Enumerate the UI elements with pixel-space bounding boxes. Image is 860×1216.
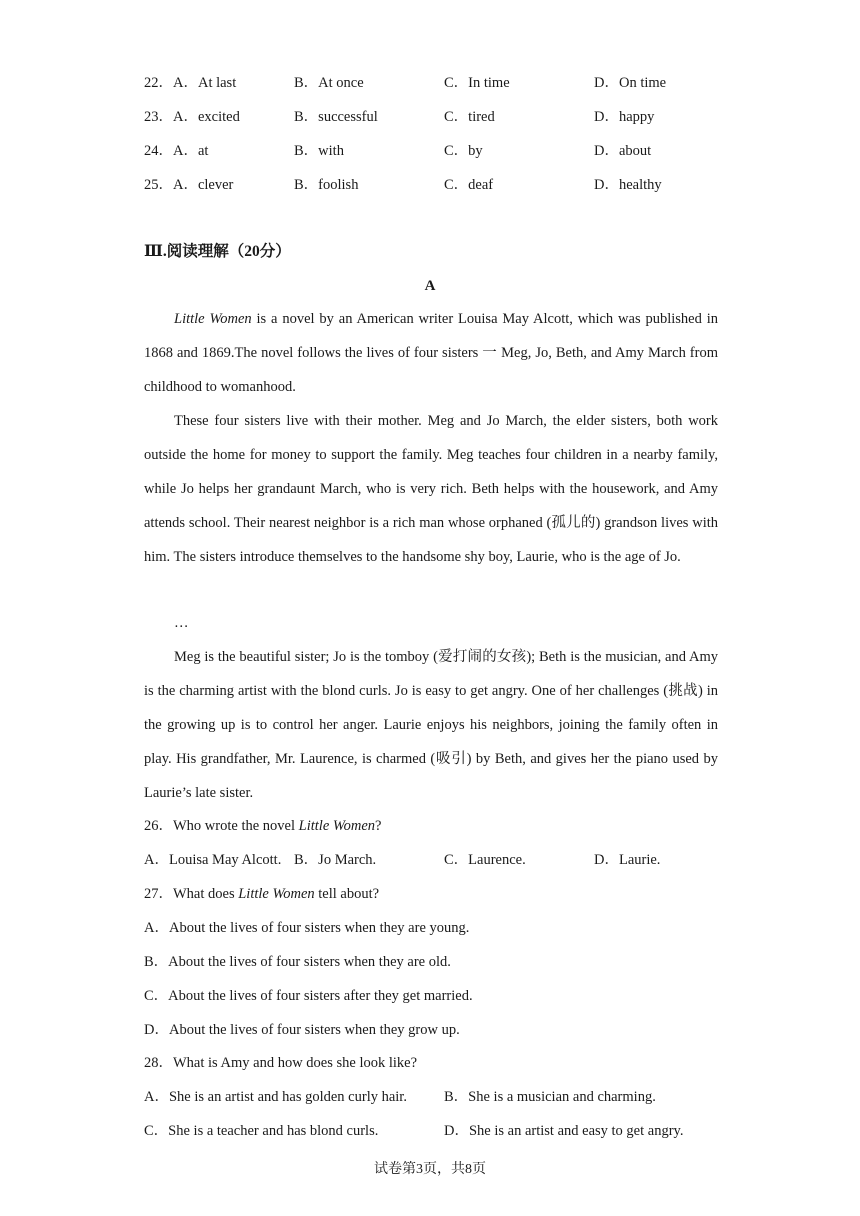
- cloze-option-row-22: [144, 73, 724, 93]
- option-b: B．At once: [294, 75, 364, 91]
- cloze-option-row-23: [144, 107, 724, 127]
- option-d: D．healthy: [594, 177, 662, 193]
- question-27-option-a: A．About the lives of four sisters when they are young.: [144, 920, 470, 936]
- option-d: D．Laurie.: [594, 852, 661, 868]
- option-a: A．She is an artist and has golden curly hair.: [144, 1089, 407, 1105]
- option-b: B．successful: [294, 109, 378, 125]
- option-a: 22．A．At last: [144, 75, 237, 91]
- cloze-option-row-25: [144, 175, 724, 195]
- passage-paragraph-2: These four sisters live with their mother. Meg and Jo March, the elder sisters, both work outside the home for money to support the family. Meg teaches four children in a nearby family, while Jo helps her grandaunt March, who is very rich. Beth helps with the housework, and Amy attends school. Their nearest neighbor is a rich man whose orphaned (孤儿的) grandson lives with him. The sisters introduce themselves to the handsome shy boy, Laurie, who is the age of Jo.: [144, 413, 718, 565]
- option-c: C．Laurence.: [444, 852, 526, 868]
- option-b: B．Jo March.: [294, 852, 377, 868]
- option-c: C．tired: [444, 109, 495, 125]
- option-a: 25．A．clever: [144, 177, 234, 193]
- question-27-option-c: C．About the lives of four sisters after they get married.: [144, 988, 473, 1004]
- question-27-option-b: B．About the lives of four sisters when they are old.: [144, 954, 451, 970]
- page-footer: 试卷第3页，共8页: [374, 1162, 486, 1177]
- question-26: 26．Who wrote the novel Little Women?: [144, 818, 382, 834]
- passage-ellipsis: …: [174, 615, 189, 631]
- question-28: 28．What is Amy and how does she look like?: [144, 1055, 418, 1071]
- option-d: D．She is an artist and easy to get angry.: [444, 1123, 684, 1139]
- cloze-option-row-24: [144, 141, 724, 161]
- option-b: B．foolish: [294, 177, 359, 193]
- passage-letter: A: [424, 278, 436, 294]
- passage-paragraph-1: Little Women is a novel by an American writer Louisa May Alcott, which was published in 1868 and 1869.The novel follows the lives of four sisters 一 Meg, Jo, Beth, and Amy March from childhood to womanhood.: [144, 311, 718, 395]
- option-b: B．with: [294, 143, 344, 159]
- option-c: C．She is a teacher and has blond curls.: [144, 1123, 379, 1139]
- option-a: A．Louisa May Alcott.: [144, 852, 282, 868]
- option-b: B．She is a musician and charming.: [444, 1089, 656, 1105]
- section-title: Ⅲ.阅读理解（20分）: [144, 243, 291, 260]
- question-28-options-cd: [144, 1121, 724, 1141]
- option-a: 24．A．at: [144, 143, 209, 159]
- book-title: Little Women: [174, 311, 252, 327]
- option-d: D．On time: [594, 75, 667, 91]
- question-28-options-ab: [144, 1087, 724, 1107]
- option-a: 23．A．excited: [144, 109, 240, 125]
- option-d: D．happy: [594, 109, 655, 125]
- option-c: C．In time: [444, 75, 510, 91]
- option-d: D．about: [594, 143, 652, 159]
- question-26-options: [144, 850, 724, 870]
- passage-paragraph-3: Meg is the beautiful sister; Jo is the tomboy (爱打闹的女孩); Beth is the musician, and Amy is the charming artist with the blond curls. Jo is easy to get angry. One of her challenges (挑战) in the growing up is to control her anger. Laurie enjoys his neighbors, joining the family often in play. His grandfather, Mr. Laurence, is charmed (吸引) by Beth, and gives her the piano used by Laurie’s late sister.: [144, 649, 718, 801]
- option-c: C．deaf: [444, 177, 494, 193]
- question-27-option-d: D．About the lives of four sisters when they grow up.: [144, 1022, 460, 1038]
- option-c: C．by: [444, 143, 483, 159]
- question-27: 27．What does Little Women tell about?: [144, 886, 380, 902]
